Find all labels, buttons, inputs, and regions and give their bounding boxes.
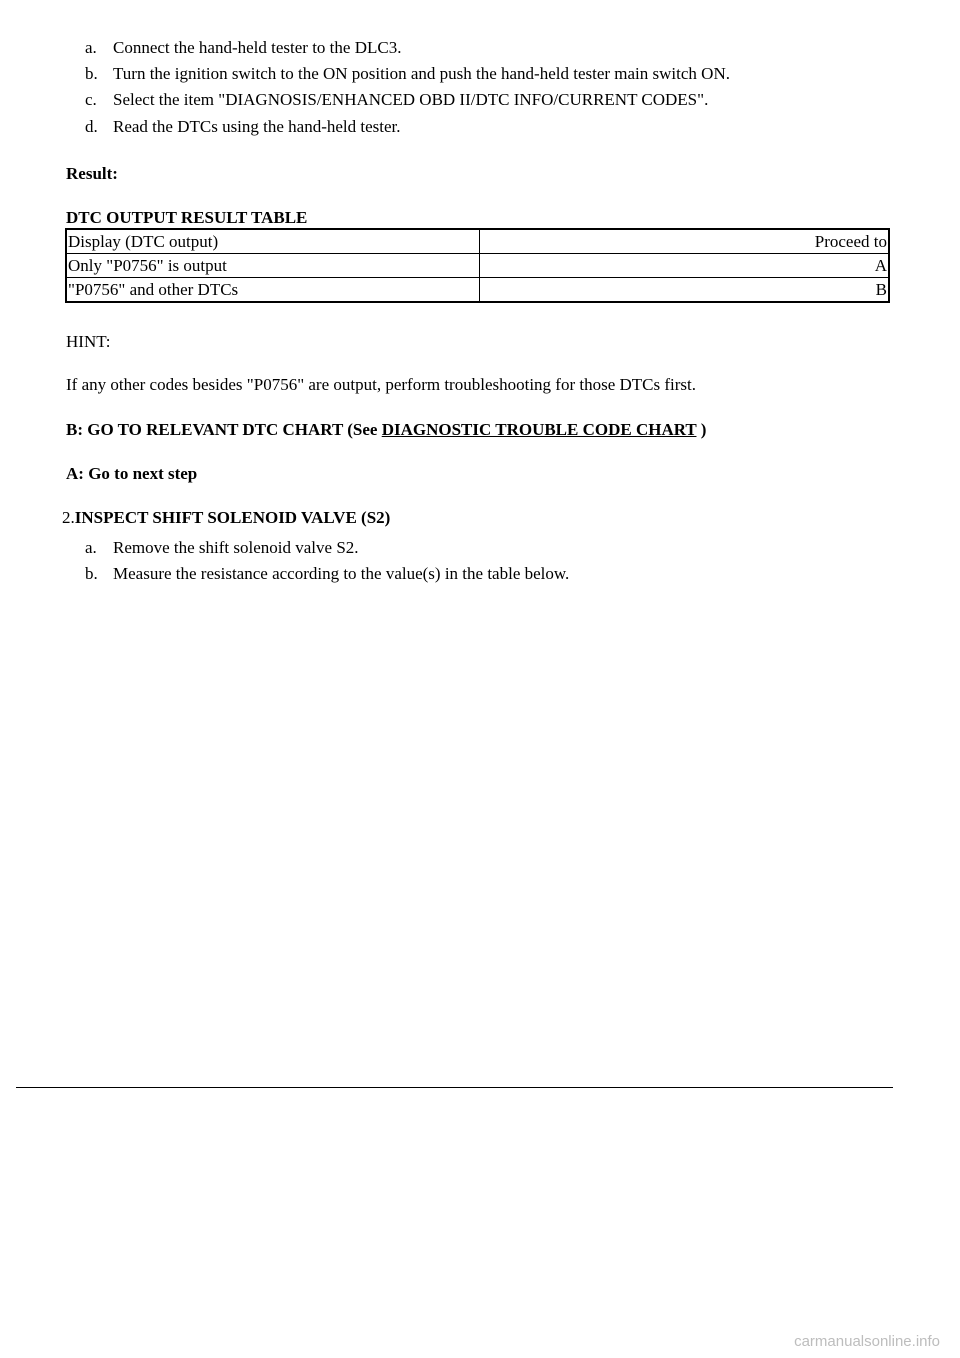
dtc-chart-link[interactable]: DIAGNOSTIC TROUBLE CODE CHART [381, 420, 697, 439]
branch-b-line [66, 419, 906, 441]
table-title: DTC OUTPUT RESULT TABLE [66, 208, 308, 227]
branch-b-prefix: B: GO TO RELEVANT DTC CHART (See [66, 420, 382, 439]
step-text: Measure the resistance according to the value(s) in the table below. [113, 564, 570, 583]
step-letter: a. [85, 38, 97, 57]
step-b [85, 63, 905, 85]
table-cell: Only "P0756" is output [66, 254, 480, 278]
footer-watermark: carmanualsonline.info [794, 1333, 940, 1350]
step-letter: c. [85, 90, 97, 109]
table-header-row [66, 229, 889, 254]
step-letter: b. [85, 64, 98, 83]
hint-text: If any other codes besides "P0756" are output, perform troubleshooting for those DTCs first. [66, 375, 697, 394]
step-text: Read the DTCs using the hand-held tester. [113, 117, 401, 136]
step-letter: d. [85, 117, 98, 136]
table-row [66, 278, 889, 303]
step-text: Remove the shift solenoid valve S2. [113, 538, 359, 557]
step-text: Turn the ignition switch to the ON position and push the hand-held tester main switch ON. [113, 64, 730, 83]
branch-b-suffix: ) [696, 420, 707, 439]
branch-a-line: A: Go to next step [66, 464, 198, 483]
result-label: Result: [66, 164, 118, 183]
step-d [85, 116, 905, 138]
table-row [66, 254, 889, 278]
step2-a [85, 537, 905, 559]
step2-b [85, 563, 905, 585]
hint-label: HINT: [66, 332, 111, 351]
step-text: Connect the hand-held tester to the DLC3. [113, 38, 402, 57]
table-cell: A [480, 254, 890, 278]
section-2-heading [62, 507, 390, 529]
section-title: INSPECT SHIFT SOLENOID VALVE (S2) [74, 508, 391, 527]
step-letter: b. [85, 564, 98, 583]
table-cell: "P0756" and other DTCs [66, 278, 480, 303]
table-header-cell: Proceed to [480, 229, 890, 254]
step-text: Select the item "DIAGNOSIS/ENHANCED OBD II/DTC INFO/CURRENT CODES". [113, 90, 709, 109]
page-divider [16, 1087, 893, 1088]
table-header-cell: Display (DTC output) [66, 229, 480, 254]
section-number: 2. [62, 508, 75, 527]
table-cell: B [480, 278, 890, 303]
dtc-output-result-table [65, 228, 890, 303]
step-a [85, 37, 905, 59]
step-c [85, 89, 905, 111]
step-letter: a. [85, 538, 97, 557]
